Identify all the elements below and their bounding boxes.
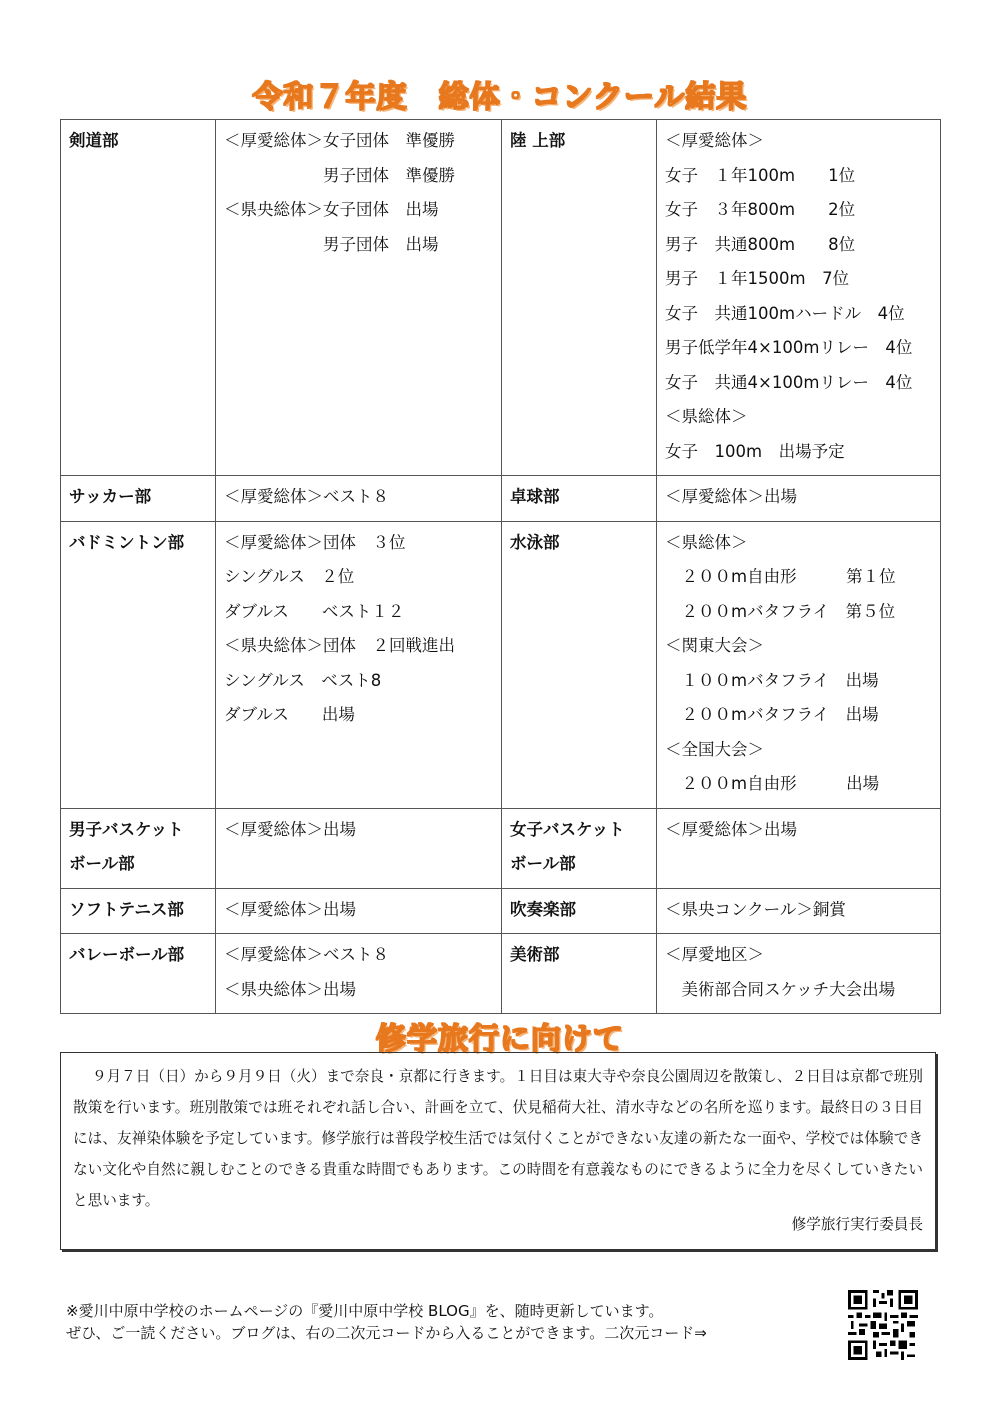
club-name-part: バレーボール部 [69, 945, 185, 964]
page-title: 令和７年度 総体・コンクール結果 [252, 80, 748, 115]
result-line: 男子 共通800m 8位 [665, 234, 856, 254]
club-name-part: 水泳部 [510, 532, 560, 552]
club-results [216, 521, 502, 808]
club-results [216, 120, 502, 476]
result-line: 男子団体 準優勝 [224, 165, 455, 185]
club-results [216, 808, 502, 888]
club-name [502, 888, 657, 934]
result-line: ＜県総体＞ [665, 532, 748, 552]
notice-line-2: ぜひ、ご一読ください。ブログは、右の二次元コードから入ることができます。二次元コード⇒ [66, 1324, 707, 1342]
club-name [61, 120, 216, 476]
club-name-part: サッカー部 [69, 487, 152, 506]
result-line: ＜県総体＞ [665, 407, 748, 426]
trip-body: ９月７日（日）から９月９日（火）まで奈良・京都に行きます。１日目は東大寺や奈良公園周辺を散策し、２日目は京都で班別散策を行います。班別散策では班それぞれ話し合い、計画を立て、伏見稲荷大社、清水寺などの名所を巡ります。最終日の３日目には、友禅染体験を予定しています。修学旅行は普段学校生活では気付くことができない友達の新たな一面や、学校では体験できない文化や自然に親しむことのできる貴重な時間でもあります。この時間を有意義なものにできるように全力を尽くしていきたいと思います。 [73, 1068, 923, 1209]
result-line: ２００m自由形 第１位 [665, 567, 896, 586]
club-name-part: ボール部 [69, 854, 135, 873]
club-name-part: 陸 上部 [510, 131, 566, 150]
result-line: ＜厚愛総体＞ベスト８ [224, 487, 389, 506]
result-line: ＜関東大会＞ [665, 636, 764, 655]
result-line: ＜厚愛総体＞出場 [224, 819, 356, 839]
notice-line-1: ※愛川中原中学校のホームページの『愛川中原中学校 BLOG』を、随時更新しています。 [66, 1302, 664, 1320]
result-row [61, 120, 941, 476]
result-line: シングルス ２位 [224, 567, 355, 586]
result-row [61, 521, 941, 808]
result-line: 女子 共通4×100mリレー 4位 [665, 372, 913, 392]
result-line: ＜県央総体＞女子団体 出場 [224, 200, 439, 219]
club-results [657, 888, 941, 934]
result-line: ＜県央コンクール＞銅賞 [665, 899, 846, 919]
club-name [61, 934, 216, 1014]
club-name [61, 808, 216, 888]
result-line: ２００mバタフライ 第５位 [665, 601, 896, 621]
club-name-part: バドミントン部 [69, 532, 185, 552]
club-results [657, 120, 941, 476]
club-results [216, 934, 502, 1014]
result-line: ＜県央総体＞出場 [224, 979, 356, 999]
club-name [61, 888, 216, 934]
result-line: ＜厚愛総体＞出場 [665, 487, 797, 506]
result-line: 女子 ３年800m 2位 [665, 200, 856, 219]
result-line: ＜厚愛総体＞ベスト８ [224, 945, 389, 964]
result-row [61, 934, 941, 1014]
result-line: 美術部合同スケッチ大会出場 [665, 979, 896, 999]
club-name [61, 476, 216, 522]
result-row [61, 476, 941, 522]
club-results [657, 476, 941, 522]
result-line: ２００mバタフライ 出場 [665, 705, 879, 724]
results-table [60, 119, 941, 1014]
result-line: 男子団体 出場 [224, 234, 439, 254]
qr-code-icon[interactable] [848, 1290, 918, 1360]
club-name-part: 卓球部 [510, 487, 560, 506]
club-name-part: 美術部 [510, 945, 560, 964]
club-name-part: 吹奏楽部 [510, 899, 576, 919]
result-line: 男子 １年1500m 7位 [665, 269, 850, 288]
trip-signature: 修学旅行実行委員長 [791, 1216, 923, 1233]
club-results [657, 808, 941, 888]
club-name-part: 剣道部 [69, 131, 119, 150]
result-line: ＜県央総体＞団体 ２回戦進出 [224, 636, 455, 655]
result-line: 女子 共通100mハードル 4位 [665, 303, 905, 323]
result-line: ＜厚愛総体＞ [665, 131, 764, 150]
result-line: ＜厚愛総体＞出場 [224, 899, 356, 919]
club-results [216, 888, 502, 934]
result-line: ＜厚愛総体＞女子団体 準優勝 [224, 131, 455, 150]
result-row [61, 808, 941, 888]
result-line: ２００m自由形 出場 [665, 774, 880, 793]
club-name [502, 120, 657, 476]
club-name [502, 808, 657, 888]
trip-section-title: 修学旅行に向けて [376, 1022, 624, 1057]
club-results [657, 934, 941, 1014]
club-name-part: 男子バスケット [69, 819, 184, 839]
result-line: ＜厚愛総体＞団体 ３位 [224, 532, 406, 552]
club-results [657, 521, 941, 808]
result-row [61, 888, 941, 934]
blog-notice [66, 1300, 846, 1344]
result-line: ＜厚愛地区＞ [665, 945, 764, 964]
result-line: ＜全国大会＞ [665, 739, 764, 759]
result-line: 男子低学年4×100mリレー 4位 [665, 338, 913, 357]
club-name-part: 女子バスケット [510, 819, 625, 839]
result-line: １００mバタフライ 出場 [665, 670, 879, 690]
club-results [216, 476, 502, 522]
result-line: シングルス ベスト8 [224, 670, 382, 690]
club-name [502, 934, 657, 1014]
club-name [502, 476, 657, 522]
result-line: ダブルス 出場 [224, 705, 355, 724]
result-line: 女子 １年100m 1位 [665, 165, 856, 185]
club-name-part: ボール部 [510, 854, 576, 873]
club-name-part: ソフトテニス部 [69, 899, 184, 919]
trip-box [60, 1052, 936, 1250]
result-line: ＜厚愛総体＞出場 [665, 819, 797, 839]
club-name [61, 521, 216, 808]
result-line: 女子 100m 出場予定 [665, 441, 845, 461]
club-name [502, 521, 657, 808]
result-line: ダブルス ベスト１２ [224, 601, 405, 621]
